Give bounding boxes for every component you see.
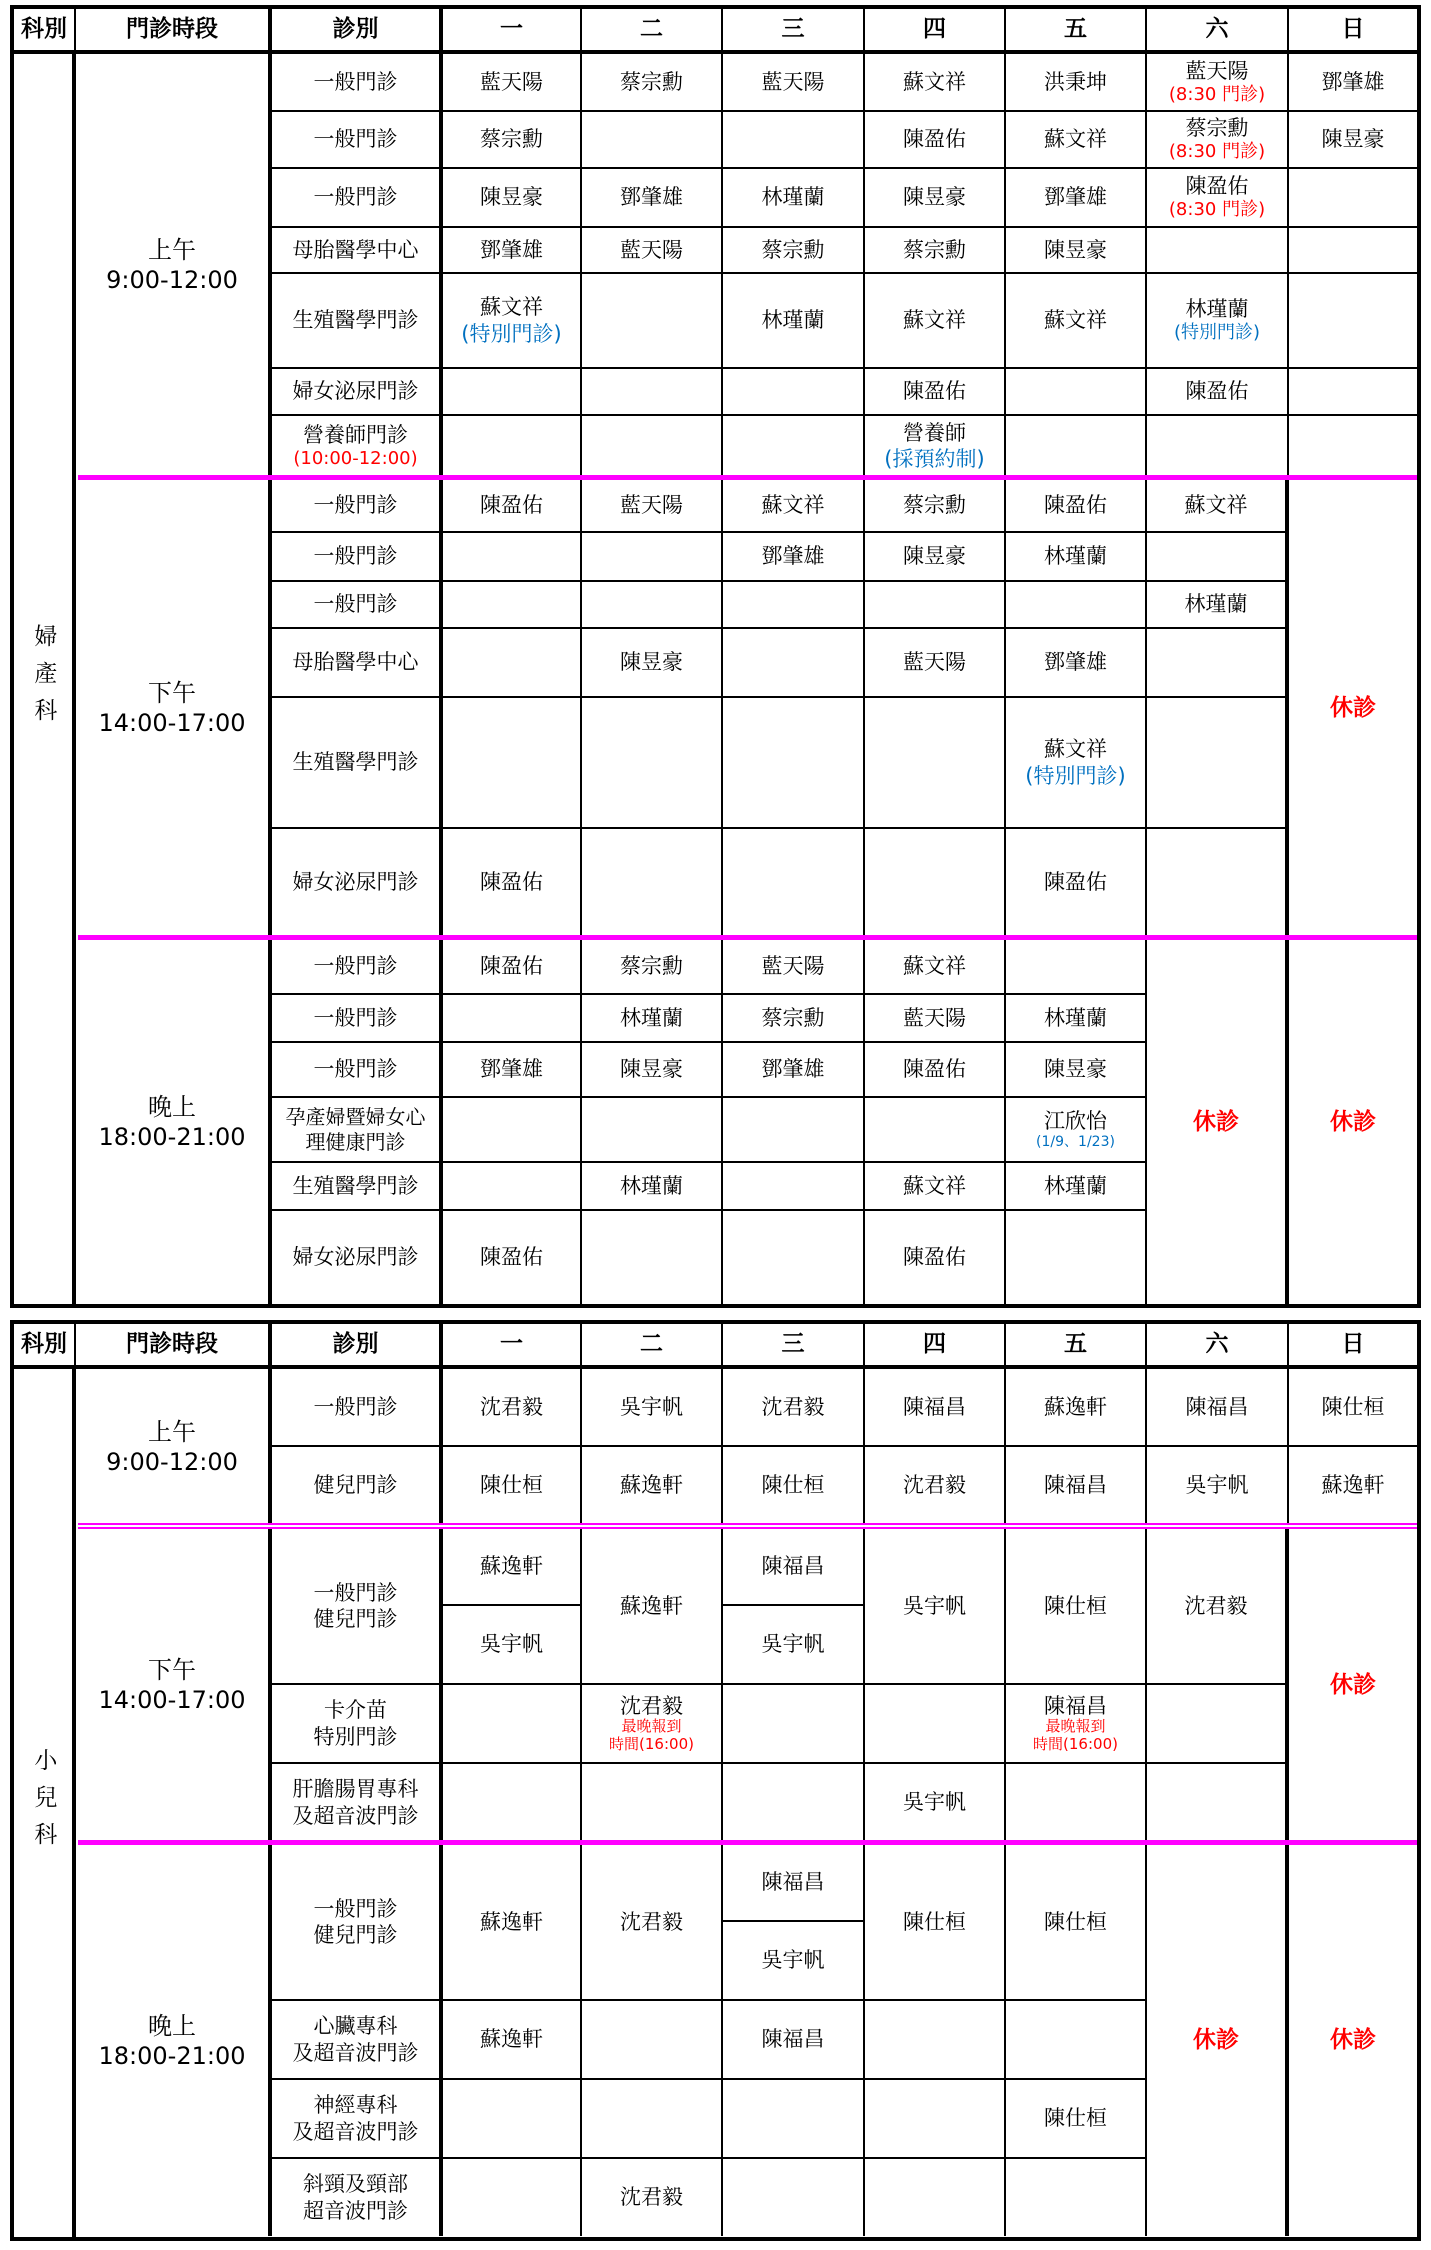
schedule-cell: 陳盈佑 [443, 480, 582, 533]
schedule-cell: 林瑾蘭 [723, 169, 865, 228]
doctor-name: 藍天陽 [1185, 58, 1249, 83]
period-afternoon [76, 1529, 272, 1841]
schedule-cell: 蔡宗勳 [865, 480, 1006, 533]
schedule-cell [1147, 112, 1289, 169]
schedule-cell [865, 829, 1006, 936]
schedule-cell [1289, 369, 1417, 416]
clinic-name-line2: 超音波門診 [303, 2198, 408, 2223]
schedule-cell [1147, 1764, 1289, 1841]
schedule-cell [1147, 274, 1289, 369]
schedule-cell [443, 1764, 582, 1841]
schedule-cell [582, 698, 723, 829]
schedule-cell: 蘇逸軒 [1321, 1472, 1385, 1497]
period-label: 上午 [148, 1417, 196, 1446]
header-period: 門診時段 [76, 1324, 272, 1369]
clinic-label: 母胎醫學中心 [272, 228, 443, 274]
schedule-cell: 林瑾蘭 [1147, 582, 1289, 629]
schedule-cell: 鄧肇雄 [443, 228, 582, 274]
clinic-name-line2: 及超音波門診 [292, 2119, 419, 2144]
header-day-mon: 一 [443, 9, 582, 54]
schedule-cell [582, 2080, 723, 2159]
schedule-cell: 蔡宗勳 [723, 995, 865, 1043]
schedule-cell: 藍天陽 [443, 54, 582, 112]
header-day-wed: 三 [723, 9, 865, 54]
clinic-name-line2: 健兒門診 [313, 1923, 398, 1947]
clinic-label: 一般門診 [272, 169, 443, 228]
clinic-label [272, 1845, 443, 2001]
period-label: 上午 [148, 235, 196, 264]
schedule-cell: 陳昱豪 [865, 169, 1006, 228]
schedule-cell [723, 1764, 865, 1841]
header-day-fri: 五 [1006, 1324, 1147, 1369]
schedule-cell [865, 1685, 1006, 1764]
schedule-cell: 蘇逸軒 [443, 1529, 582, 1606]
closed-saturday: 休診 [1147, 940, 1289, 1304]
schedule-cell: 蘇文祥 [1006, 274, 1147, 369]
clinic-label: 一般門診 [272, 940, 443, 995]
closed-sunday: 休診 [1330, 694, 1376, 721]
schedule-cell [865, 2159, 1006, 2236]
dept-peds-label: 小兒科 [30, 1747, 57, 1859]
clinic-label: 一般門診 [272, 112, 443, 169]
schedule-cell: 吳宇帆 [865, 1764, 1006, 1841]
schedule-cell [1006, 940, 1147, 995]
schedule-cell [865, 1098, 1006, 1163]
special-note: (特別門診) [1173, 322, 1261, 344]
schedule-cell [582, 416, 723, 476]
period-time: 9:00-12:00 [106, 1447, 238, 1476]
schedule-cell [865, 2080, 1006, 2159]
clinic-label: 健兒門診 [272, 1447, 443, 1523]
clinic-label [272, 1529, 443, 1685]
schedule-cell: 蘇文祥 [865, 1163, 1006, 1211]
clinic-label: 一般門診 [272, 54, 443, 112]
doctor-name: 蘇文祥 [480, 295, 543, 320]
period-label: 下午 [148, 1656, 196, 1684]
doctor-name: 蘇文祥 [1044, 737, 1107, 762]
schedule-cell [443, 995, 582, 1043]
schedule-cell: 蘇文祥 [865, 274, 1006, 369]
time-note: (10:00-12:00) [293, 447, 418, 469]
clinic-label: 生殖醫學門診 [272, 1163, 443, 1211]
schedule-cell [723, 698, 865, 829]
schedule-cell [723, 829, 865, 936]
schedule-cell [723, 112, 865, 169]
clinic-name-line2: 特別門診 [313, 1724, 398, 1749]
period-afternoon [76, 480, 272, 936]
doctor-name: 陳盈佑 [1185, 174, 1249, 199]
schedule-cell: 陳仕桓 [443, 1447, 582, 1523]
schedule-cell [443, 1685, 582, 1764]
schedule-cell [1006, 698, 1147, 829]
clinic-name: 斜頸及頸部 [303, 2172, 408, 2197]
schedule-cell: 陳昱豪 [1006, 228, 1147, 274]
schedule-cell: 陳盈佑 [865, 1043, 1006, 1098]
schedule-cell [865, 698, 1006, 829]
clinic-label: 生殖醫學門診 [272, 274, 443, 369]
schedule-cell: 藍天陽 [723, 54, 865, 112]
special-note: (採預約制) [884, 447, 985, 471]
period-evening [76, 940, 272, 1304]
dept-peds [14, 1369, 76, 2237]
schedule-cell [443, 2159, 582, 2236]
header-day-sat: 六 [1147, 9, 1289, 54]
schedule-cell: 蔡宗勳 [723, 228, 865, 274]
schedule-cell: 沈君毅 [582, 1845, 723, 2001]
schedule-cell [1006, 2001, 1147, 2080]
schedule-cell: 林瑾蘭 [1006, 1163, 1147, 1211]
header-period: 門診時段 [76, 9, 272, 54]
schedule-cell: 蘇文祥 [865, 940, 1006, 995]
schedule-cell: 鄧肇雄 [1006, 629, 1147, 698]
schedule-cell [1147, 698, 1289, 829]
schedule-cell: 蘇逸軒 [582, 1529, 723, 1685]
schedule-cell: 陳盈佑 [865, 112, 1006, 169]
schedule-cell: 鄧肇雄 [443, 1043, 582, 1098]
header-clinic: 診別 [272, 1324, 443, 1369]
doctor-name: 蔡宗勳 [1185, 116, 1249, 141]
schedule-cell [1006, 1764, 1147, 1841]
time-note: (8:30 門診) [1168, 141, 1266, 163]
schedule-cell [582, 2001, 723, 2080]
schedule-cell [582, 582, 723, 629]
period-time: 14:00-17:00 [98, 709, 246, 737]
schedule-cell: 陳仕桓 [865, 1845, 1006, 2001]
clinic-label: 一般門診 [272, 995, 443, 1043]
schedule-cell: 沈君毅 [582, 2159, 723, 2236]
clinic-name: 孕產婦暨婦女心 [285, 1104, 426, 1129]
doctor-name: 營養師 [903, 420, 966, 445]
schedule-cell [723, 1098, 865, 1163]
schedule-cell [1289, 416, 1417, 476]
special-note: (特別門診) [1025, 763, 1126, 788]
schedule-cell: 蔡宗勳 [582, 54, 723, 112]
clinic-name: 一般門診 [313, 1580, 398, 1605]
special-note: (特別門診) [461, 321, 562, 346]
period-time: 14:00-17:00 [98, 1686, 246, 1714]
header-day-tue: 二 [582, 1324, 723, 1369]
schedule-cell: 蘇文祥 [723, 480, 865, 533]
clinic-label [272, 1685, 443, 1764]
header-dept: 科別 [14, 9, 76, 54]
checkin-note-time: 時間(16:00) [1033, 1734, 1118, 1753]
schedule-cell [723, 369, 865, 416]
schedule-cell: 蘇逸軒 [443, 1845, 582, 2001]
schedule-cell [1289, 169, 1417, 228]
header-day-sat: 六 [1147, 1324, 1289, 1369]
clinic-label [272, 1764, 443, 1841]
closed-saturday: 休診 [1147, 1845, 1289, 2236]
clinic-name-line2: 及超音波門診 [292, 2040, 419, 2065]
period-time: 18:00-21:00 [98, 2041, 246, 2070]
header-day-sun: 日 [1289, 1324, 1417, 1369]
schedule-cell [723, 1211, 865, 1304]
schedule-cell: 陳盈佑 [443, 940, 582, 995]
schedule-cell [1006, 2159, 1147, 2236]
schedule-cell: 鄧肇雄 [723, 1043, 865, 1098]
schedule-cell [582, 533, 723, 582]
header-day-mon: 一 [443, 1324, 582, 1369]
schedule-cell: 鄧肇雄 [1006, 169, 1147, 228]
schedule-cell: 陳福昌 [723, 1845, 865, 1922]
period-evening [76, 1845, 272, 2236]
schedule-cell [443, 274, 582, 369]
schedule-cell: 蔡宗勳 [443, 112, 582, 169]
schedule-cell [443, 416, 582, 476]
schedule-cell [1289, 274, 1417, 369]
schedule-cell [582, 274, 723, 369]
schedule-cell [1006, 582, 1147, 629]
dept-obgyn [14, 54, 76, 1304]
schedule-cell [723, 416, 865, 476]
schedule-cell [1147, 416, 1289, 476]
schedule-cell: 陳盈佑 [1006, 480, 1147, 533]
header-day-thu: 四 [865, 1324, 1006, 1369]
schedule-cell: 洪秉坤 [1006, 54, 1147, 112]
schedule-cell: 陳仕桓 [723, 1447, 865, 1523]
schedule-cell: 鄧肇雄 [1289, 54, 1417, 112]
schedule-cell: 陳福昌 [1006, 1447, 1147, 1523]
schedule-cell: 陳盈佑 [1006, 829, 1147, 936]
clinic-label: 一般門診 [272, 582, 443, 629]
schedule-cell: 鄧肇雄 [723, 533, 865, 582]
clinic-label [272, 2001, 443, 2080]
schedule-cell: 陳福昌 [865, 1369, 1006, 1447]
schedule-cell: 藍天陽 [582, 228, 723, 274]
schedule-cell: 陳盈佑 [865, 1211, 1006, 1304]
clinic-name-line2: 理健康門診 [305, 1129, 406, 1154]
schedule-cell: 林瑾蘭 [723, 274, 865, 369]
clinic-name: 心臟專科 [313, 2014, 398, 2039]
schedule-cell: 陳仕桓 [1289, 1369, 1417, 1447]
schedule-cell [723, 1163, 865, 1211]
header-dept: 科別 [14, 1324, 76, 1369]
schedule-cell: 蘇文祥 [1147, 480, 1289, 533]
schedule-cell: 陳盈佑 [443, 1211, 582, 1304]
schedule-cell: 沈君毅 [1147, 1529, 1289, 1685]
closed-sunday: 休診 [1330, 1108, 1376, 1135]
schedule-cell: 林瑾蘭 [582, 1163, 723, 1211]
schedule-cell [582, 1685, 723, 1764]
schedule-cell: 吳宇帆 [443, 1606, 582, 1685]
schedule-cell [443, 582, 582, 629]
schedule-cell: 陳盈佑 [865, 369, 1006, 416]
clinic-label: 生殖醫學門診 [272, 698, 443, 829]
schedule-cell [443, 1163, 582, 1211]
schedule-cell: 陳盈佑 [1147, 369, 1289, 416]
schedule-cell [1006, 1098, 1147, 1163]
schedule-cell [1006, 1685, 1147, 1764]
schedule-cell [865, 2001, 1006, 2080]
schedule-cell [443, 2080, 582, 2159]
schedule-cell: 吳宇帆 [865, 1529, 1006, 1685]
period-time: 9:00-12:00 [106, 265, 238, 294]
time-note: (8:30 門診) [1168, 83, 1266, 105]
schedule-cell: 陳福昌 [723, 1529, 865, 1606]
clinic-name: 一般門診 [313, 1896, 398, 1921]
schedule-cell [1006, 369, 1147, 416]
checkin-note: 最晚報到 [1045, 1717, 1106, 1736]
schedule-cell [865, 582, 1006, 629]
clinic-label: 婦女泌尿門診 [272, 829, 443, 936]
schedule-cell: 陳昱豪 [1006, 1043, 1147, 1098]
period-time: 18:00-21:00 [98, 1123, 246, 1151]
schedule-cell: 藍天陽 [582, 480, 723, 533]
header-day-sun: 日 [1289, 9, 1417, 54]
schedule-cell [443, 629, 582, 698]
schedule-cell [443, 698, 582, 829]
schedule-cell: 陳昱豪 [865, 533, 1006, 582]
clinic-label: 母胎醫學中心 [272, 629, 443, 698]
schedule-cell [443, 369, 582, 416]
clinic-label: 一般門診 [272, 1369, 443, 1447]
schedule-cell: 吳宇帆 [723, 1606, 865, 1685]
schedule-cell [1147, 829, 1289, 936]
header-day-thu: 四 [865, 9, 1006, 54]
schedule-cell [723, 1685, 865, 1764]
period-morning [76, 1369, 272, 1524]
schedule-cell [582, 1211, 723, 1304]
schedule-cell [1006, 416, 1147, 476]
schedule-cell: 蘇逸軒 [443, 2001, 582, 2080]
schedule-cell: 藍天陽 [865, 629, 1006, 698]
clinic-label [272, 2159, 443, 2236]
schedule-cell [443, 1098, 582, 1163]
schedule-cell [1147, 169, 1289, 228]
schedule-cell: 鄧肇雄 [582, 169, 723, 228]
schedule-cell [723, 2080, 865, 2159]
period-label: 晚上 [148, 2011, 196, 2040]
doctor-name: 江欣怡 [1044, 1108, 1107, 1133]
checkin-note-time: 時間(16:00) [609, 1734, 694, 1753]
schedule-cell [723, 2159, 865, 2236]
schedule-cell: 陳仕桓 [1006, 1529, 1147, 1685]
schedule-cell: 陳福昌 [723, 2001, 865, 2080]
doctor-name: 陳福昌 [1044, 1694, 1107, 1719]
schedule-cell [1147, 533, 1289, 582]
period-label: 下午 [148, 679, 196, 707]
schedule-cell: 陳昱豪 [443, 169, 582, 228]
schedule-cell: 陳昱豪 [582, 629, 723, 698]
schedule-cell: 林瑾蘭 [1006, 533, 1147, 582]
closed-sunday: 休診 [1330, 1671, 1376, 1698]
schedule-cell: 沈君毅 [865, 1447, 1006, 1523]
clinic-name: 肝膽腸胃專科 [292, 1777, 419, 1802]
period-label: 晚上 [148, 1093, 196, 1121]
schedule-cell [1147, 228, 1289, 274]
clinic-name: 神經專科 [313, 2093, 398, 2118]
clinic-name-line2: 及超音波門診 [292, 1803, 419, 1828]
schedule-cell [723, 582, 865, 629]
checkin-note: 最晚報到 [621, 1717, 682, 1736]
dept-obgyn-label: 婦產科 [30, 623, 57, 735]
header-clinic: 診別 [272, 9, 443, 54]
schedule-cell [1147, 1685, 1289, 1764]
schedule-cell: 吳宇帆 [1147, 1447, 1289, 1523]
schedule-cell [582, 1764, 723, 1841]
schedule-cell: 藍天陽 [723, 940, 865, 995]
schedule-cell: 蘇逸軒 [582, 1447, 723, 1523]
clinic-label: 一般門診 [272, 480, 443, 533]
schedule-cell: 蔡宗勳 [582, 940, 723, 995]
schedule-cell: 蘇逸軒 [1006, 1369, 1147, 1447]
schedule-cell: 蘇文祥 [1006, 112, 1147, 169]
clinic-name: 營養師門診 [303, 422, 408, 447]
closed-sunday: 休診 [1330, 2027, 1376, 2054]
schedule-cell: 蘇文祥 [865, 54, 1006, 112]
clinic-label: 一般門診 [272, 1043, 443, 1098]
schedule-cell [1147, 629, 1289, 698]
header-day-fri: 五 [1006, 9, 1147, 54]
schedule-cell: 藍天陽 [865, 995, 1006, 1043]
header-day-tue: 二 [582, 9, 723, 54]
clinic-label [272, 2080, 443, 2159]
schedule-cell [723, 629, 865, 698]
schedule-cell [1006, 1211, 1147, 1304]
schedule-cell: 蔡宗勳 [865, 228, 1006, 274]
clinic-label: 一般門診 [272, 533, 443, 582]
header-day-wed: 三 [723, 1324, 865, 1369]
clinic-label: 婦女泌尿門診 [272, 1211, 443, 1304]
schedule-cell: 陳福昌 [1147, 1369, 1289, 1447]
schedule-cell: 陳仕桓 [1006, 2080, 1147, 2159]
schedule-cell: 沈君毅 [723, 1369, 865, 1447]
schedule-cell: 陳仕桓 [1006, 1845, 1147, 2001]
schedule-cell [582, 829, 723, 936]
clinic-name-line2: 健兒門診 [313, 1607, 398, 1631]
schedule-cell: 吳宇帆 [723, 1922, 865, 2001]
doctor-name: 林瑾蘭 [1185, 297, 1249, 322]
schedule-cell: 林瑾蘭 [582, 995, 723, 1043]
schedule-cell [582, 369, 723, 416]
schedule-cell: 吳宇帆 [582, 1369, 723, 1447]
clinic-label [272, 1098, 443, 1163]
schedule-cell [443, 533, 582, 582]
schedule-cell [582, 112, 723, 169]
schedule-cell: 陳昱豪 [1289, 112, 1417, 169]
schedule-cell [1147, 54, 1289, 112]
schedule-cell: 陳昱豪 [582, 1043, 723, 1098]
schedule-cell [865, 416, 1006, 476]
period-morning [76, 54, 272, 475]
time-note: (8:30 門診) [1168, 199, 1266, 221]
schedule-cell: 林瑾蘭 [1006, 995, 1147, 1043]
date-note: (1/9、1/23) [1036, 1133, 1115, 1150]
clinic-label [272, 416, 443, 476]
schedule-cell: 陳盈佑 [443, 829, 582, 936]
doctor-name: 沈君毅 [620, 1694, 683, 1719]
schedule-cell [1289, 228, 1417, 274]
clinic-name: 卡介苗 [324, 1698, 387, 1723]
schedule-cell: 沈君毅 [443, 1369, 582, 1447]
clinic-label: 婦女泌尿門診 [272, 369, 443, 416]
schedule-cell [582, 1098, 723, 1163]
